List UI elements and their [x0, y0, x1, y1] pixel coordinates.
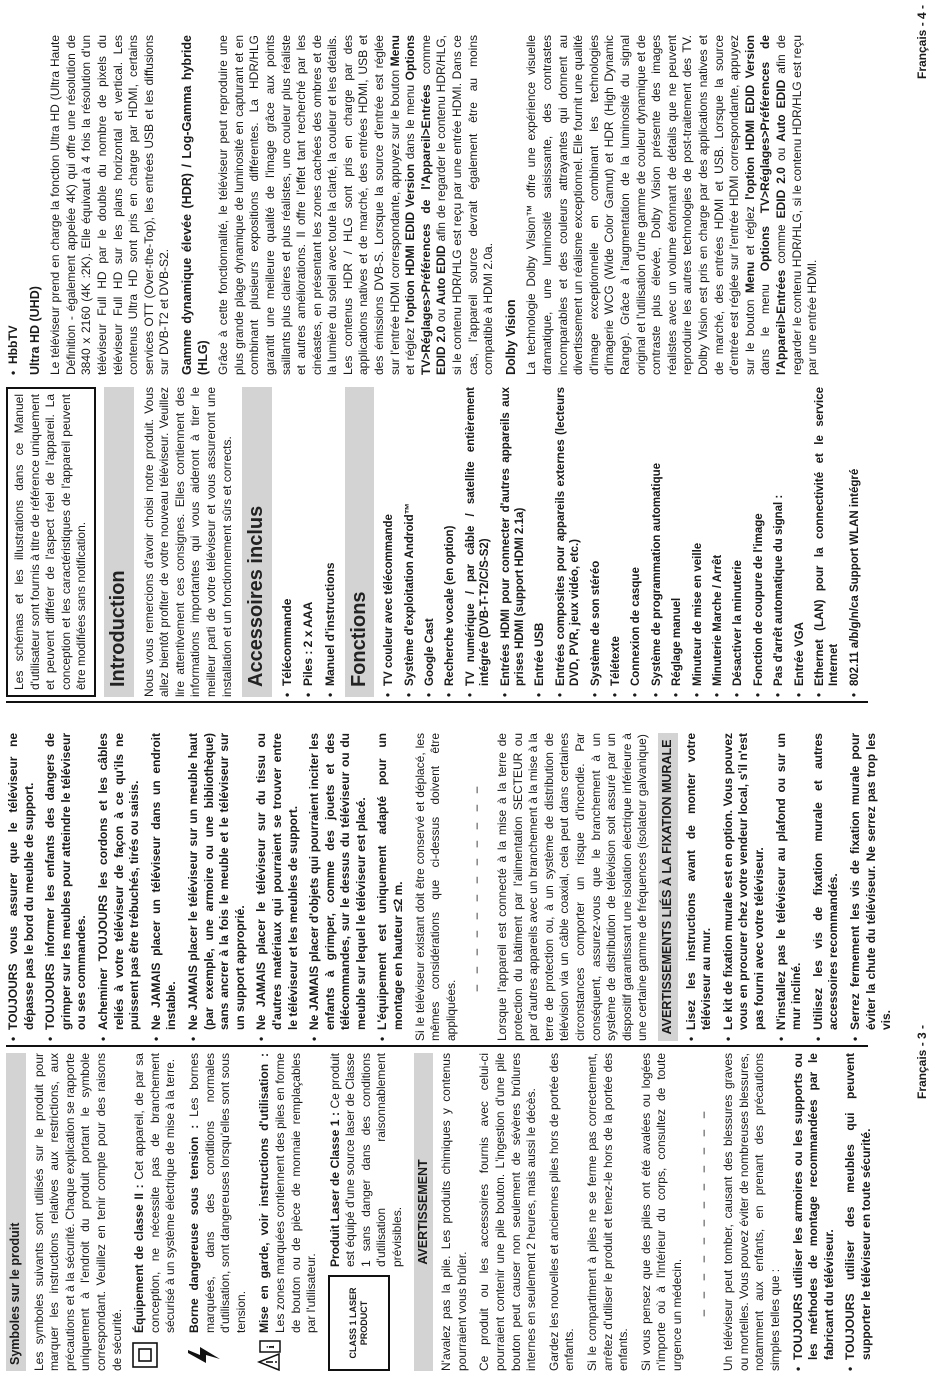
tv-safety-bullet: • Ne JAMAIS placer d'objets qui pourraient inciter les enfants à grimper, comme des jouets et des télécommandes, sur le dessus du téléviseur ou du meuble sur lequel le téléviseur est placé.	[307, 733, 369, 1041]
laser-text: Ce produit est équipé d'une source laser de Classe 1 sans danger dans des conditions d'utilisation raisonnablement prévisibles.	[327, 1053, 405, 1267]
functions-heading: Fonctions	[345, 387, 375, 697]
page4-column-2	[6, 35, 876, 375]
function-item: • Pas d'arrêt automatique du signal :	[772, 387, 786, 697]
dolby-vision-heading: Dolby Vision	[503, 299, 518, 375]
wall-mount-bullet: • Utilisez les vis de fixation murale et autres accessoires recommandés.	[811, 733, 842, 1041]
function-item: • Désactiver la minuterie	[731, 387, 745, 697]
dash-divider: – – – – – – – – – – – –	[469, 782, 484, 992]
page3-footer: Français - 3 -	[915, 1024, 929, 1099]
page4-footer: Français - 4 -	[915, 4, 929, 79]
accessory-item: • Télécommande	[280, 387, 296, 697]
symbol-class2	[132, 1053, 179, 1371]
warning-heading: AVERTISSEMENT	[414, 1053, 434, 1371]
warning-para-4: Si le compartiment à piles ne se ferme pas correctement, arrêtez d'utiliser le produit et tenez-le hors de la portée des enfants.	[585, 1053, 631, 1371]
warning-para-5: Si vous pensez que des piles ont été avalées ou logées n'importe où à l'intérieur du corps, consultez de toute urgence un médecin.	[638, 1053, 684, 1371]
uhd-text: Le téléviseur prend en charge la fonction Ultra HD (Ultra Haute Définition - également appelée 4K) qui offre une résolution de 3840 x 2160 (4K :2K). Elle équivaut à 4 fois la résolution d'un téléviseur Full HD par le double du nombre de pixels du téléviseur Full HD sur les plans horizontal et vertical. Les contenus Ultra HD sont pris en charge par HDMI, certains services OTT (Over-the-Top), les entrées USB et les diffusions sur DVB-T2 et DVB-S2.	[48, 35, 172, 375]
accessory-item: • Manuel d'instructions	[323, 387, 339, 697]
function-item: • Google Cast	[423, 387, 437, 697]
voltage-text: Les bornes marquées, dans des conditions normales d'utilisation, sont dangereuses lorsqu'elles sont sous tension.	[186, 1053, 248, 1333]
voltage-term: Borne dangereuse sous tension :	[186, 1124, 201, 1333]
double-square-icon	[132, 1339, 158, 1371]
function-item-hbbtv: • HbbTV	[6, 35, 22, 375]
illustration-notice: Les schémas et les illustrations dans ce Manuel d'utilisateur sont fournis à titre de référence uniquement et peuvent différer de l'aspect réel de l'appareil. La conception et les caractéristiques de l'appareil peuvent être modifiées sans notification.	[6, 387, 96, 697]
tv-safety-bullet: • Ne JAMAIS placer un téléviseur dans un endroit instable.	[149, 733, 180, 1041]
function-item: • TV couleur avec télécommande	[382, 387, 396, 697]
hdr-heading: Gamme dynamique élevée (HDR) / Log-Gamma hybride (HLG)	[179, 35, 210, 375]
warning-book-icon	[257, 1339, 283, 1371]
function-item: • Entrées HDMI pour connecter d'autres appareils aux prises HDMI (support HDMI 2.1a)	[499, 387, 528, 697]
function-item: • Système de programmation automatique	[650, 387, 664, 697]
svg-text:i: i	[265, 1345, 278, 1349]
page4-column-1	[6, 387, 876, 697]
caution-term: Mise en garde, voir instructions d'utilisation :	[257, 1053, 272, 1333]
class2-text: Cet appareil, de par sa conception, ne nécessite pas de branchement sécurisé à un système électrique de mise à la terre.	[132, 1053, 178, 1333]
function-item: • Recherche vocale (en option)	[443, 387, 457, 697]
laser-label: CLASS 1 LASER PRODUCT	[328, 1275, 390, 1371]
dash-divider: – – – – – – – – – – – –	[695, 1107, 710, 1317]
page3-column-2	[6, 733, 894, 1041]
laser-term: Produit Laser de Classe 1 :	[327, 1112, 342, 1267]
class2-term: Équipement de classe II :	[132, 1184, 147, 1333]
fall-bullet-2: • TOUJOURS utiliser des meubles qui peuvent supporter le téléviseur en toute sécurité.	[843, 1053, 874, 1371]
function-item: • Minuteur de mise en veille	[691, 387, 705, 697]
function-item: • Système de son stéréo	[589, 387, 603, 697]
warning-para-1: N'avalez pas la pile. Les produits chimiques y contenus pourraient vous brûler.	[439, 1053, 469, 1371]
function-item: • Ethernet (LAN) pour la connectivité et le service Internet	[813, 387, 842, 697]
fall-para: Un téléviseur peut tomber, causant des blessures graves ou mortelles. Vous pouvez éviter de nombreuses blessures, notamment aux enfants, en prenant des précautions simples telles que :	[721, 1053, 782, 1371]
accessory-item: • Piles : 2 x AAA	[301, 387, 317, 697]
tv-safety-bullet: • TOUJOURS informer les enfants des dangers de grimper sur les meubles pour atteindre le téléviseur ou ses commandes.	[43, 733, 90, 1041]
introduction-heading: Introduction	[104, 387, 134, 697]
function-item: • Fonction de coupure de l'image	[752, 387, 766, 697]
wall-mount-bullet: • Le kit de fixation murale est en option. Vous pouvez vous en procurer chez votre vendeur local, s'il n'est pas fourni avec votre téléviseur.	[721, 733, 768, 1041]
function-item: • Entrées composites pour appareils externes (lecteurs DVD, PVR, jeux vidéo, etc.)	[554, 387, 583, 697]
function-item: • TV numérique / par câble / satellite entièrement intégrée (DVB-T-T2/C/S-S2)	[464, 387, 493, 697]
symbol-voltage	[187, 1053, 249, 1371]
existing-tv-para: Si le téléviseur existant doit être conservé et déplacé, les mêmes considérations que ci-dessus doivent être appliquées.	[412, 733, 458, 1041]
tv-safety-bullet: • Ne JAMAIS placer le téléviseur sur un meuble haut (par exemple, une armoire ou une bibliothèque) sans ancrer à la fois le meuble et le téléviseur sur un support approprié.	[186, 733, 248, 1041]
function-item: • Entrée VGA	[793, 387, 807, 697]
introduction-text: Nous vous remercions d'avoir choisi notre produit. Vous allez bientôt profiter de votre nouveau téléviseur. Veuillez lire attentivement ces consignes. Elles contiennent des informations importantes qui vous aideront à tirer le meilleur parti de votre téléviseur et vous assureront une installation et un fonctionnement sûrs et corrects.	[141, 387, 234, 697]
tv-safety-bullet: • L'équipement est uniquement adapté pour un montage en hauteur ≤2 m.	[375, 733, 406, 1041]
fall-bullet-1: • TOUJOURS utiliser les armoires ou les supports ou les méthodes de montage recommandées par le fabricant du téléviseur.	[791, 1053, 838, 1371]
grounding-para: Lorsque l'appareil est connecté à la mise à la terre de protection du bâtiment par l'alimentation SECTEUR ou par d'autres appareils avec un branchement à la mise à la terre de protection ou, à un système de distribution de télévision via un câble coaxial, cela peut dans certaines circonstances comporter un risque d'incendie. Par conséquent, assurez-vous que le branchement à un système de distribution de télévision soit assuré par un dispositif garantissant une isolation électrique inférieure à une certaine gamme de fréquences (isolateur galvanique)	[495, 733, 650, 1041]
function-item: • 802.11 a/b/g/n/ca Support WLAN intégré	[848, 387, 862, 697]
tv-safety-bullet: • Ne JAMAIS placer le téléviseur sur du tissu ou d'autres matériaux qui pourraient se trouver entre le téléviseur et les meubles de support.	[254, 733, 301, 1041]
function-item: • Connexion de casque	[629, 387, 643, 697]
hdr-text: Grâce à cette fonctionnalité, le téléviseur peut reproduire une plus grande plage dynamique de luminosité en capturant et en combinant plusieurs expositions différentes. La HDR/HLG garantit une meilleure qualité de l'image grâce aux points saillants plus claires et plus réalistes, une couleur plus réaliste et autres améliorations. Il offre l'effet tant recherché par les cinéastes, en présentant les zones cachées des ombres et de la lumière du soleil avec toute la clarté, la couleur et les détails. Les contenus HDR / HLG sont pris en charge par des applications natives et de marché, des entrées HDMI, USB et des émissions DVB-S. Lorsque la source d'entrée est réglée sur l'entrée HDMI correspondante, appuyez sur le bouton Menu et réglez l'option HDMI EDID Version dans le menu Options TV>Réglages>Préférences de l'Appareil>Entrées comme EDID 2.0 ou Auto EDID afin de regarder le contenu HDR/HLG, si le contenu HDR/HLG est reçu par une entrée HDMI. Dans ce cas, l'appareil source devrait également être au moins compatible à HDMI 2.0a.	[216, 34, 496, 375]
caution-text: Les zones marquées contiennent des piles en forme de bouton ou de pièce de monnaie remplaçables par l'utilisateur.	[272, 1053, 319, 1333]
lightning-icon	[187, 1339, 221, 1371]
function-item: • Télétexte	[609, 387, 623, 697]
uhd-heading: Ultra HD (UHD)	[27, 286, 42, 375]
wall-mount-heading: AVERTISSEMENTS LIÉS À LA FIXATION MURALE	[658, 733, 678, 1041]
column-rule	[6, 1045, 868, 1047]
symbol-caution	[257, 1053, 319, 1371]
accessories-heading: Accessoires inclus	[242, 387, 272, 697]
tv-safety-bullet: • TOUJOURS vous assurer que le téléviseur ne dépasse pas le bord du meuble de support.	[6, 733, 37, 1041]
dolby-vision-text: La technologie Dolby Vision™ offre une expérience visuelle dramatique, une luminosité saisissante, des contrastes incomparables et des couleurs attrayantes qui donnent au divertissement un réalisme exceptionnel. Elle fournit une qualité d'image exceptionnelle en combinant les technologies d'imagerie WCG (Wide Color Gamut) et HDR (High Dynamic Range). Grâce à l'augmentation de la luminosité du signal original et l'utilisation d'une gamme de couleur dynamique et de contraste plus élevée, Dolby Vision présente des images réalistes avec un volume étonnant de détails que ne peuvent reproduire les autres technologies de post-traitement des TV. Dolby Vision est pris en charge par des applications natives et de marché, des entrées HDMI et USB. Lorsque la source d'entrée est réglée sur l'entrée HDMI correspondante, appuyez sur le bouton Menu et réglez l'option HDMI EDID Version dans le menu Options TV>Réglages>Préférences de l'Appareil>Entrées comme EDID 2.0 ou Auto EDID afin de regarder le contenu HDR/HLG, si le contenu HDR/HLG est reçu par une entrée HDMI.	[524, 35, 820, 375]
warning-para-3: Gardez les nouvelles et anciennes piles hors de portée des enfants.	[546, 1053, 577, 1371]
function-item: • Réglage manuel	[670, 387, 684, 697]
wall-mount-bullet: • Lisez les instructions avant de monter votre téléviseur au mur.	[684, 733, 715, 1041]
function-item: • Entrée USB	[533, 387, 547, 697]
wall-mount-bullet: • N'installez pas le téléviseur au plafond ou sur un mur incliné.	[774, 733, 805, 1041]
warning-para-2: Ce produit ou les accessoires fournis avec celui-ci pourraient contenir une pile bouton. L'ingestion d'une pile bouton peut causer non seulement de sévères brûlures internes en seulement 2 heures, mais aussi le décès.	[477, 1053, 539, 1371]
wall-mount-bullet: • Serrez fermement les vis de fixation murale pour éviter la chute du téléviseur. Ne serrez pas trop les vis.	[848, 733, 895, 1041]
tv-safety-bullet: • Acheminer TOUJOURS les cordons et les câbles reliés à votre téléviseur de façon à ce qu'ils ne puissent pas être trébuchés, tirés ou saisis.	[96, 733, 143, 1041]
symbols-intro: Les symboles suivants sont utilisés sur le produit pour marquer les instructions relatives aux restrictions, aux précautions et à la sécurité. Chaque explication se rapporte uniquement à l'endroit du produit portant le symbole correspondant. Veuillez en tenir compte pour des raisons de sécurité.	[31, 1053, 124, 1371]
symbol-laser	[328, 1053, 406, 1371]
symbols-heading: Symboles sur le produit	[6, 1053, 26, 1371]
function-item: • Système d'exploitation Android™	[403, 387, 417, 697]
function-item: • Minuterie Marche / Arrêt	[711, 387, 725, 697]
page3-column-1	[6, 1053, 876, 1371]
column-rule	[6, 701, 868, 703]
